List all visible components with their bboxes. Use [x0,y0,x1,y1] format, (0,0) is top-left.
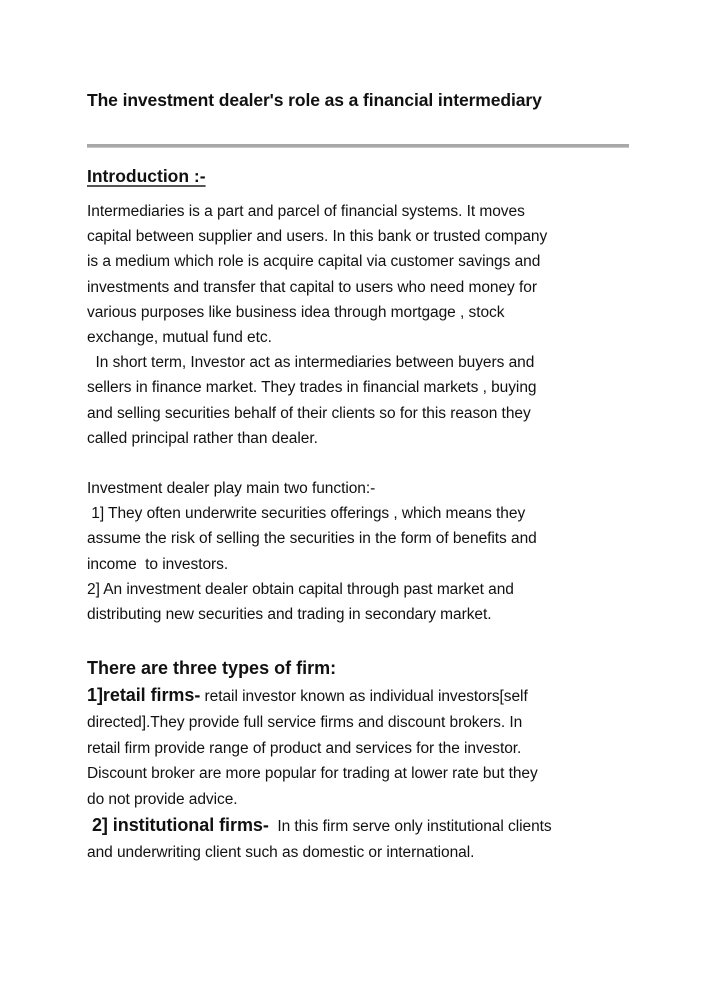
intro-line: In short term, Investor act as intermediaries between buyers and [87,354,535,372]
intro-line: capital between supplier and users. In this bank or trusted company [87,228,548,246]
institutional-firm-label: 2] institutional firms- [87,814,269,835]
retail-line: do not provide advice. [87,791,238,809]
intro-line: sellers in finance market. They trades in financial markets , buying [87,379,537,397]
retail-firm-label: 1]retail firms- [87,685,201,705]
functions-line: 1] They often underwrite securities offerings , which means they [87,505,526,523]
intro-line: investments and transfer that capital to users who need money for [87,278,537,296]
firm-types-body [87,683,632,866]
document-title: The investment dealer's role as a financial intermediary [87,90,542,110]
horizontal-divider [87,144,629,148]
intro-body [87,199,632,627]
institutional-line: and underwriting client such as domestic or international. [87,843,475,861]
intro-line: Intermediaries is a part and parcel of financial systems. It moves [87,203,525,220]
document-page [87,88,632,861]
intro-heading: Introduction :- [87,166,206,186]
paragraph-gap [87,451,632,476]
retail-line: retail firm provide range of product and services for the investor. [87,739,522,757]
retail-line: Discount broker are more popular for trading at lower rate but they [87,765,538,783]
institutional-firm-text: In this firm serve only institutional clients [268,817,552,835]
functions-line: Investment dealer play main two function:- [87,480,376,498]
functions-line: 2] An investment dealer obtain capital through past market and [87,580,514,598]
intro-line: is a medium which role is acquire capital via customer savings and [87,253,541,271]
types-heading: There are three types of firm: [87,658,337,678]
intro-line: called principal rather than dealer. [87,429,318,447]
functions-line: income to investors. [87,555,229,573]
functions-line: distributing new securities and trading in secondary market. [87,606,492,624]
retail-firm-paragraph [87,683,632,710]
retail-line: directed].They provide full service firms and discount brokers. In [87,713,523,731]
intro-line: and selling securities behalf of their clients so for this reason they [87,404,531,422]
intro-line: exchange, mutual fund etc. [87,329,272,347]
functions-line: assume the risk of selling the securities in the form of benefits and [87,530,537,548]
intro-line: various purposes like business idea through mortgage , stock [87,303,505,321]
institutional-firm-paragraph [87,813,632,840]
retail-firm-text: retail investor known as individual investors[self [200,688,528,705]
